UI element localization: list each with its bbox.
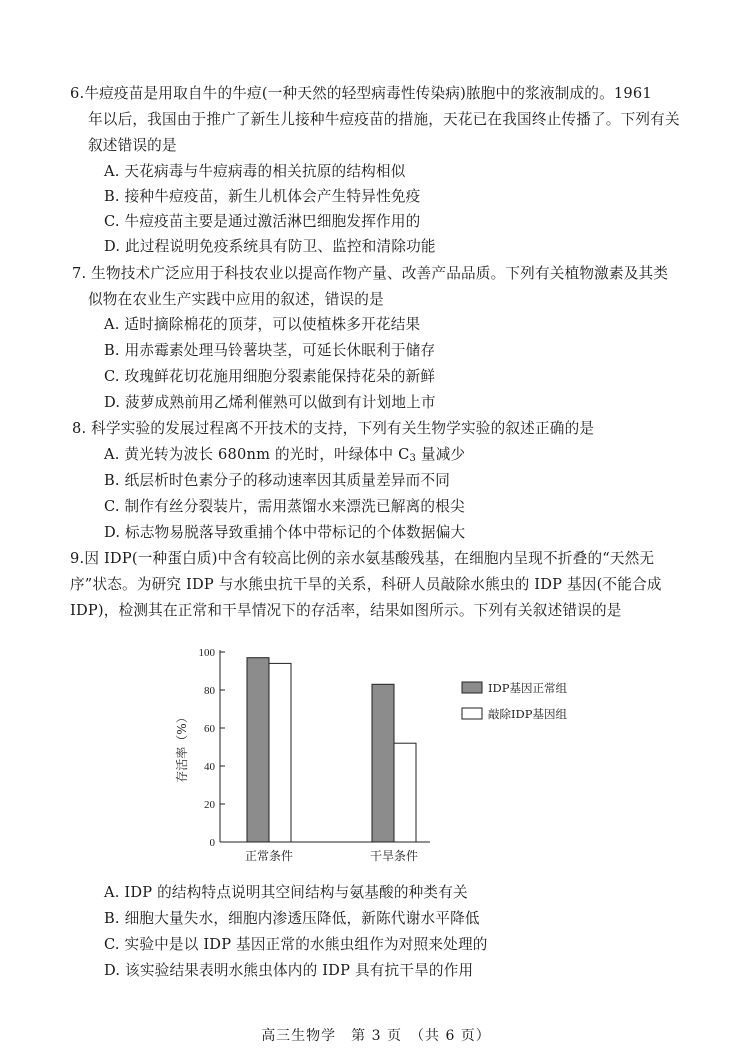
survival-rate-bar-chart (160, 630, 600, 875)
page-footer: 高三生物学 第 3 页 （共 6 页） (261, 1028, 491, 1044)
y-axis-label: 存活率（%） (175, 711, 189, 783)
q9-option-b: B. 细胞大量失水，细胞内渗透压降低，新陈代谢水平降低 (104, 910, 480, 927)
bar (247, 658, 269, 842)
y-tick-label: 60 (204, 723, 215, 735)
q9-option-a: A. IDP 的结构特点说明其空间结构与氨基酸的种类有关 (104, 884, 468, 901)
q7-option-b: B. 用赤霉素处理马铃薯块茎，可延长休眠利于储存 (104, 342, 436, 359)
legend-label: IDP基因正常组 (488, 681, 568, 695)
q8-option-d: D. 标志物易脱落导致重捕个体中带标记的个体数据偏大 (104, 524, 466, 541)
q9-stem-line2: 序”状态。为研究 IDP 与水熊虫抗干旱的关系，科研人员敲除水熊虫的 IDP 基因(不能合成 (70, 576, 662, 593)
q7-stem-line1: 7. 生物技术广泛应用于科技农业以提高作物产量、改善产品品质。下列有关植物激素及其类 (72, 265, 669, 282)
q8-option-a-text-end: 量减少 (416, 446, 466, 463)
q8-option-a-text: A. 黄光转为波长 680nm 的光时，叶绿体中 C (104, 446, 410, 463)
q6-stem-line3: 叙述错误的是 (88, 137, 177, 154)
q7-stem-line2: 似物在农业生产实践中应用的叙述，错误的是 (88, 291, 384, 308)
q8-option-c: C. 制作有丝分裂装片，需用蒸馏水来漂洗已解离的根尖 (104, 498, 465, 515)
q9-stem-line1: 9.因 IDP(一种蛋白质)中含有较高比例的亲水氨基酸残基，在细胞内呈现不折叠的“天然无 (70, 550, 655, 567)
legend-swatch (462, 708, 482, 719)
legend-label: 敲除IDP基因组 (488, 707, 568, 721)
y-tick-label: 40 (204, 761, 215, 773)
q9-option-c: C. 实验中是以 IDP 基因正常的水熊虫组作为对照来处理的 (104, 936, 488, 953)
legend-swatch (462, 682, 482, 693)
q6-stem-line2: 年以后，我国由于推广了新生儿接种牛痘疫苗的措施，天花已在我国终止传播了。下列有关 (88, 111, 680, 128)
bar (372, 684, 394, 842)
y-tick-label: 0 (209, 837, 215, 849)
y-tick-label: 80 (204, 685, 215, 697)
q8-option-a-subscript: 3 (409, 453, 417, 464)
x-category-label: 正常条件 (244, 849, 294, 863)
x-category-label: 干旱条件 (369, 849, 419, 863)
y-tick-label: 100 (198, 647, 215, 659)
q6-stem-line1: 6.牛痘疫苗是用取自牛的牛痘(一种天然的轻型病毒性传染病)脓胞中的浆液制成的。1961 (70, 85, 652, 102)
q9-option-d: D. 该实验结果表明水熊虫体内的 IDP 具有抗干旱的作用 (104, 962, 474, 979)
q8-option-b: B. 纸层析时色素分子的移动速率因其质量差异而不同 (104, 472, 451, 489)
q7-option-a: A. 适时摘除棉花的顶芽，可以使植株多开花结果 (104, 316, 421, 333)
q8-option-a (104, 445, 465, 469)
bar (394, 743, 416, 842)
y-tick-label: 20 (204, 799, 215, 811)
q6-option-d: D. 此过程说明免疫系统具有防卫、监控和清除功能 (104, 238, 436, 255)
bar (269, 663, 291, 842)
q6-option-a: A. 天花病毒与牛痘病毒的相关抗原的结构相似 (104, 163, 406, 180)
q6-option-c: C. 牛痘疫苗主要是通过激活淋巴细胞发挥作用的 (104, 213, 421, 230)
q8-stem-line1: 8. 科学实验的发展过程离不开技术的支持，下列有关生物学实验的叙述正确的是 (72, 420, 595, 437)
q7-option-d: D. 菠萝成熟前用乙烯利催熟可以做到有计划地上市 (104, 394, 436, 411)
q7-option-c: C. 玫瑰鲜花切花施用细胞分裂素能保持花朵的新鲜 (104, 368, 436, 385)
q9-stem-line3: IDP)，检测其在正常和干旱情况下的存活率，结果如图所示。下列有关叙述错误的是 (70, 602, 622, 619)
q6-option-b: B. 接种牛痘疫苗，新生儿机体会产生特异性免疫 (104, 188, 421, 205)
